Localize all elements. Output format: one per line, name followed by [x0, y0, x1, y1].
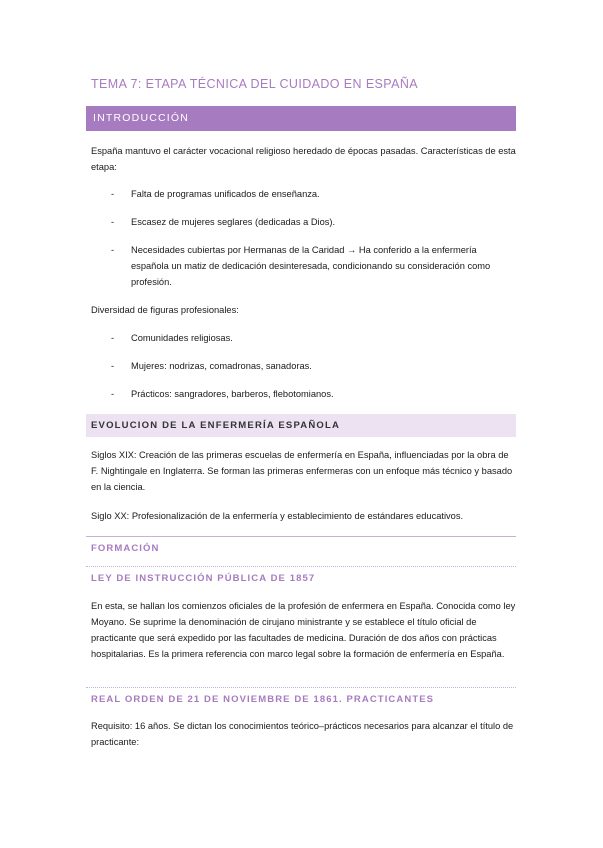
bullet-text: Prácticos: sangradores, barberos, flebotomianos.: [131, 389, 334, 399]
bullet-text: Mujeres: nodrizas, comadronas, sanadoras.: [131, 361, 312, 371]
diversity-label: Diversidad de figuras profesionales:: [91, 305, 239, 315]
evolution-paragraph-1: Siglos XIX: Creación de las primeras escuelas de enfermería en España, influenciadas por la obra de F. Nightingale en Inglaterra. Se forman las primeras enfermeras con un enfoque más técnico y basado en la ciencia.: [91, 450, 513, 492]
evolution-heading: EVOLUCION DE LA ENFERMERÍA ESPAÑOLA: [86, 414, 516, 437]
law-paragraph: En esta, se hallan los comienzos oficiales de la profesión de enfermera en España. Conocida como ley Moyano. Se suprime la denominación de cirujano ministrante y se establece el título oficial de practicante que será expedido por las facultades de medicina. Duración de dos años con prácticas hospitalarias. Es la primera referencia con marco legal sobre la formación de enfermería en España.: [91, 601, 516, 659]
law-heading: LEY DE INSTRUCCIÓN PÚBLICA DE 1857: [91, 573, 316, 584]
bullet-marker: -: [111, 217, 115, 227]
intro-paragraph: España mantuvo el carácter vocacional religioso heredado de épocas pasadas. Características de esta etapa:: [91, 146, 516, 172]
section-divider: [86, 536, 516, 537]
royal-order-heading: REAL ORDEN DE 21 DE NOVIEMBRE DE 1861. PRACTICANTES: [91, 694, 435, 705]
section-divider: [86, 687, 516, 688]
royal-order-paragraph: Requisito: 16 años. Se dictan los conocimientos teórico–prácticos necesarios para alcanzar el título de practicante:: [91, 721, 514, 747]
bullet-text: Falta de programas unificados de enseñanza.: [131, 189, 320, 199]
evolution-paragraph-2: Siglo XX: Profesionalización de la enfermería y establecimiento de estándares educativos.: [91, 511, 464, 521]
document-title: TEMA 7: ETAPA TÉCNICA DEL CUIDADO EN ESPAÑA: [91, 77, 419, 91]
bullet-marker: -: [111, 361, 115, 371]
bullet-text: Necesidades cubiertas por Hermanas de la Caridad → Ha conferido a la enfermería española un matiz de dedicación desinteresada, condicionando su consideración como profesión.: [131, 245, 491, 287]
section-divider: [86, 566, 516, 567]
intro-heading: INTRODUCCIÓN: [86, 106, 516, 131]
bullet-marker: -: [111, 333, 115, 343]
bullet-text: Escasez de mujeres seglares (dedicadas a Dios).: [131, 217, 336, 227]
bullet-marker: -: [111, 189, 115, 199]
bullet-marker: -: [111, 245, 115, 255]
formacion-heading: FORMACIÓN: [91, 543, 160, 554]
bullet-text: Comunidades religiosas.: [131, 333, 233, 343]
bullet-marker: -: [111, 389, 115, 399]
